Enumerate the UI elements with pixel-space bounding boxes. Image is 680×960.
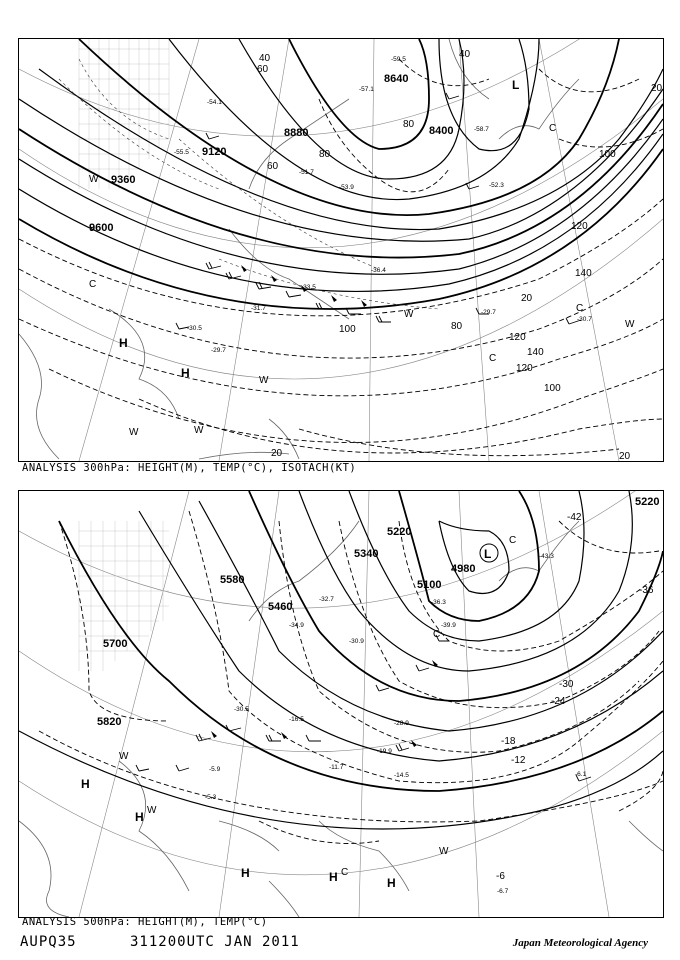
- high-center: H: [241, 866, 250, 880]
- height-label: 5100: [417, 579, 442, 591]
- cold-center: C: [576, 303, 584, 314]
- isotherm-label: -18: [501, 736, 516, 747]
- high-center: H: [181, 366, 190, 380]
- height-label: 8880: [284, 127, 309, 139]
- graticule: [19, 491, 663, 917]
- height-label: 8640: [384, 73, 409, 85]
- height-contours: [19, 491, 663, 829]
- isotach-label: 20: [271, 448, 283, 459]
- warm-center: W: [89, 174, 99, 185]
- station-value: -55.5: [174, 149, 189, 156]
- cold-center: C: [433, 629, 441, 640]
- isotach-label: 140: [527, 347, 544, 358]
- isotach-label: 100: [339, 324, 356, 335]
- isotach-label: 20: [619, 451, 631, 461]
- isotach-labels: [257, 49, 663, 461]
- station-value: -16.5: [289, 716, 304, 723]
- chart-code: AUPQ35: [20, 934, 77, 950]
- agency-name: Japan Meteorological Agency: [512, 937, 648, 949]
- isotach-label: 100: [544, 383, 561, 394]
- terrain-mask: [79, 39, 169, 189]
- height-label: 5820: [97, 716, 122, 728]
- height-label: 9120: [202, 146, 227, 158]
- isotherm-label: -6: [496, 871, 505, 882]
- isotach-lines: [19, 59, 663, 456]
- isotach-label: 140: [575, 268, 592, 279]
- station-value: -34.9: [289, 622, 304, 629]
- isotach-label: 80: [451, 321, 463, 332]
- station-value: -11.7: [329, 764, 344, 771]
- station-value: -14.5: [394, 772, 409, 779]
- warm-center: W: [119, 751, 129, 762]
- station-value: -6.7: [497, 888, 509, 895]
- station-value: -52.3: [489, 182, 504, 189]
- map-panel-300hpa: [18, 38, 664, 462]
- height-label: 5340: [354, 548, 379, 560]
- height-label: 5220: [635, 496, 660, 508]
- isotach-label: 80: [319, 149, 331, 160]
- station-value: -30.5: [234, 706, 249, 713]
- isotach-label: 100: [599, 149, 616, 160]
- station-value: -58.7: [474, 126, 489, 133]
- isotherm-label: -12: [511, 755, 526, 766]
- high-center: H: [135, 810, 144, 824]
- height-label: 9360: [111, 174, 136, 186]
- isotach-label: 120: [509, 332, 526, 343]
- caption-300hpa: ANALYSIS 300hPa: HEIGHT(M), TEMP(°C), ISOTACH(KT): [22, 462, 357, 474]
- isotach-label: 20: [651, 83, 663, 94]
- isotherm-label: -36: [639, 585, 654, 596]
- station-value: -59.5: [391, 56, 406, 63]
- map-300hpa-svg: [19, 39, 663, 461]
- cold-center: C: [341, 867, 349, 878]
- station-value: -33.5: [301, 284, 316, 291]
- isotach-label: 120: [571, 221, 588, 232]
- low-center: L: [484, 547, 492, 561]
- height-label: 8400: [429, 125, 454, 137]
- isotach-label: 20: [521, 293, 533, 304]
- cold-center: C: [549, 123, 557, 134]
- high-center: H: [81, 777, 90, 791]
- isotach-label: 120: [516, 363, 533, 374]
- station-value: -5.9: [209, 766, 221, 773]
- station-value: -36.4: [371, 267, 386, 274]
- isotach-label: 80: [403, 119, 415, 130]
- isotach-label: 40: [459, 49, 471, 60]
- station-value: -57.1: [359, 86, 374, 93]
- height-label: 5460: [268, 601, 293, 613]
- cold-center: C: [89, 279, 97, 290]
- high-center: H: [387, 876, 396, 890]
- cold-center: C: [509, 535, 517, 546]
- warm-center: W: [439, 846, 449, 857]
- station-value: -29.7: [211, 347, 226, 354]
- station-value: -51.7: [299, 169, 314, 176]
- station-value: -5.3: [205, 794, 217, 801]
- station-value: -29.7: [481, 309, 496, 316]
- height-label: 5580: [220, 574, 245, 586]
- cold-center: C: [489, 353, 497, 364]
- isotherm-label: -30: [559, 679, 574, 690]
- station-value: -19.9: [377, 748, 392, 755]
- high-center: H: [119, 336, 128, 350]
- station-value: -30.5: [187, 325, 202, 332]
- warm-center: W: [147, 805, 157, 816]
- station-value: -54.1: [207, 99, 222, 106]
- station-value: -53.9: [339, 184, 354, 191]
- station-value: -28.9: [394, 720, 409, 727]
- station-value: -32.7: [319, 596, 334, 603]
- low-center: L: [512, 78, 520, 92]
- height-label: 4980: [451, 563, 476, 575]
- isotach-label: 60: [257, 64, 269, 75]
- isotherm-label: -24: [551, 696, 566, 707]
- isotach-label: 40: [259, 53, 271, 64]
- isotherm-label: -42: [567, 512, 582, 523]
- map-500hpa-svg: [19, 491, 663, 917]
- warm-center: W: [129, 427, 139, 438]
- isotach-label: 60: [267, 161, 279, 172]
- warm-center: W: [194, 425, 204, 436]
- height-label: 5700: [103, 638, 128, 650]
- station-value: -39.9: [441, 622, 456, 629]
- caption-500hpa: ANALYSIS 500hPa: HEIGHT(M), TEMP(°C): [22, 916, 268, 928]
- station-value: -36.3: [431, 599, 446, 606]
- station-value: -31.7: [251, 305, 266, 312]
- station-value: -43.3: [539, 553, 554, 560]
- height-label: 5220: [387, 526, 412, 538]
- warm-center: W: [625, 319, 635, 330]
- valid-time: 311200UTC JAN 2011: [130, 934, 300, 950]
- warm-center: W: [404, 309, 414, 320]
- height-label: 9600: [89, 222, 114, 234]
- map-panel-500hpa: [18, 490, 664, 918]
- station-value: -30.9: [349, 638, 364, 645]
- high-center: H: [329, 870, 338, 884]
- station-value: -6.1: [575, 771, 587, 778]
- station-value: -30.7: [577, 316, 592, 323]
- warm-center: W: [259, 375, 269, 386]
